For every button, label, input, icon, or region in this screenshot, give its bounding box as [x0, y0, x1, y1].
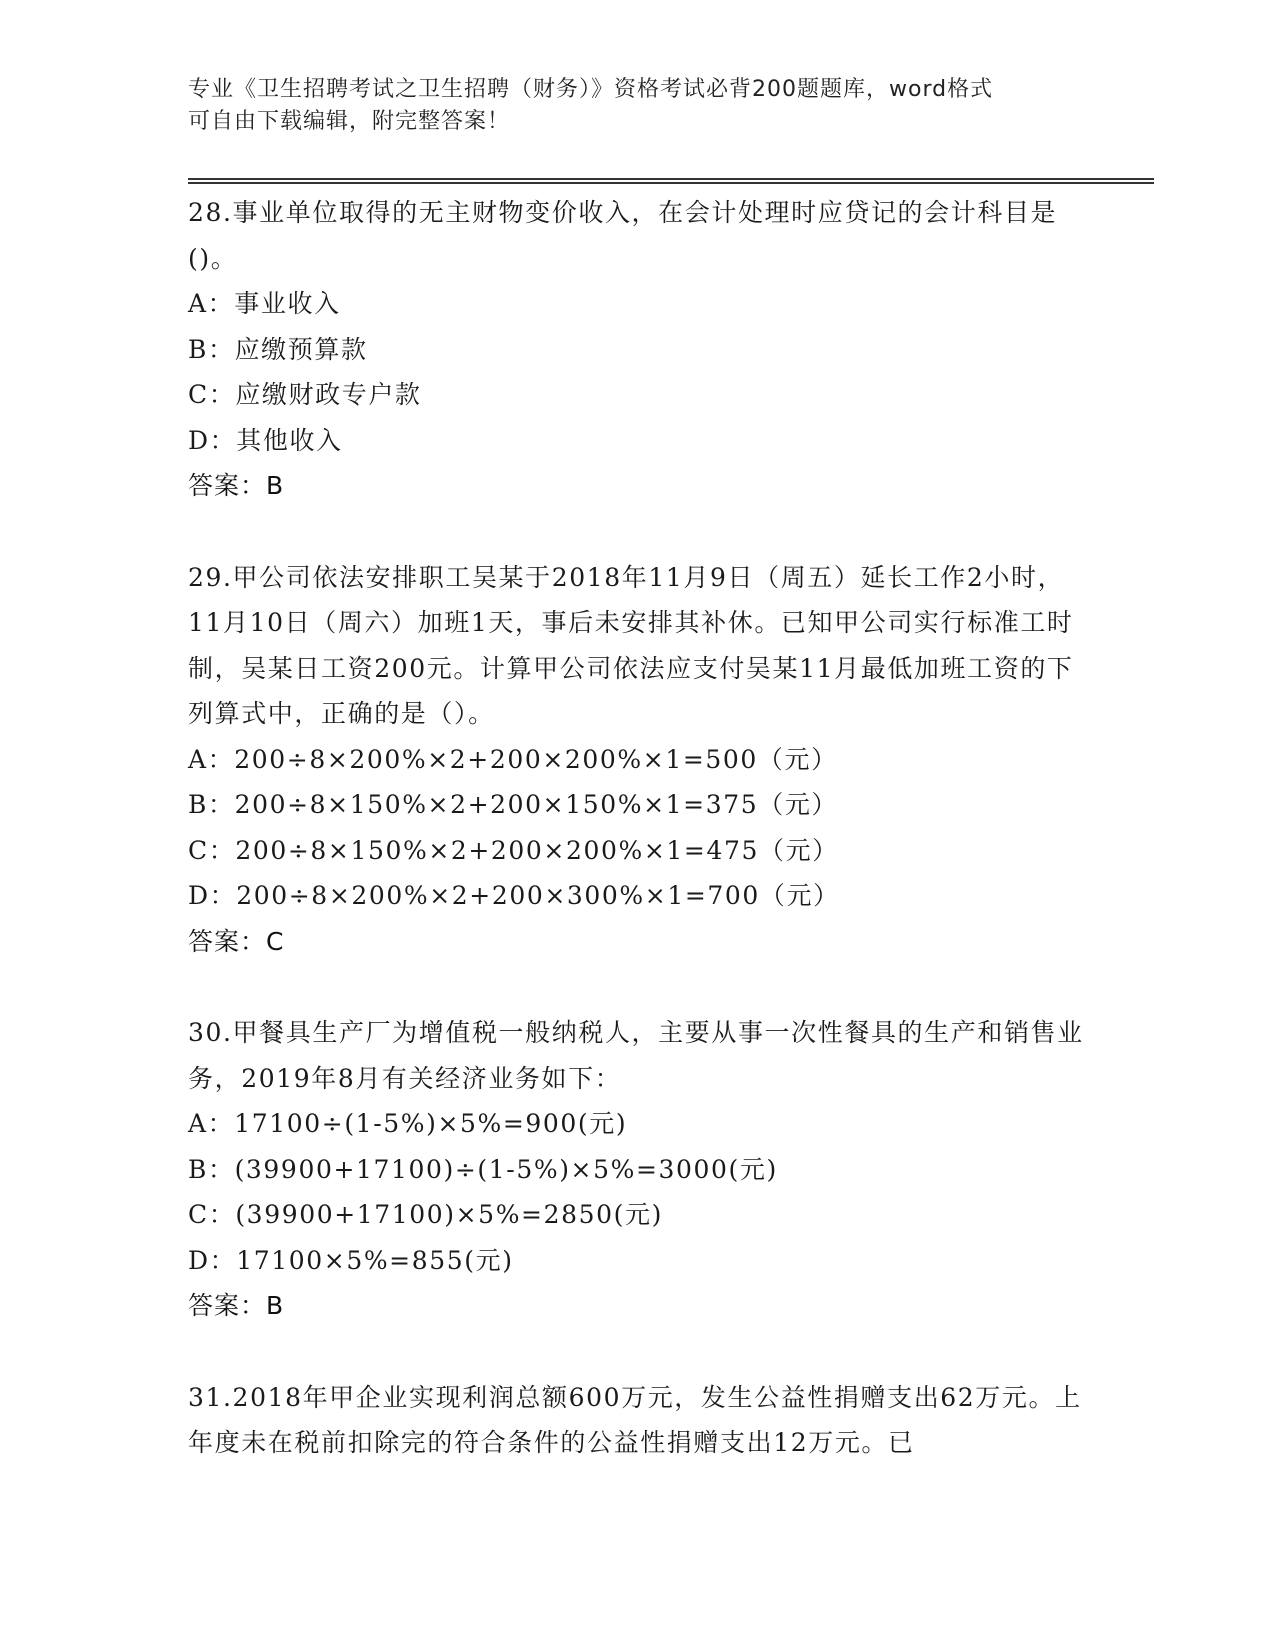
option-d: D：17100×5%=855(元) [188, 1245, 514, 1275]
question-stem: 28.事业单位取得的无主财物变价收入，在会计处理时应贷记的会计科目是()。 [188, 198, 1058, 273]
option-b: B：应缴预算款 [188, 334, 368, 364]
header-line-1: 专业《卫生招聘考试之卫生招聘（财务）》资格考试必背200题题库，word格式 [188, 77, 994, 102]
option-b: B：200÷8×150%×2+200×150%×1=375（元） [188, 790, 839, 819]
option-a: A：17100÷(1-5%)×5%=900(元) [188, 1109, 628, 1138]
header-divider [188, 178, 1154, 184]
question-29 [188, 555, 1088, 965]
answer-label: 答案：B [188, 1291, 285, 1320]
document-header [188, 74, 1088, 138]
option-c: C：应缴财政专户款 [188, 380, 422, 409]
header-line-2: 可自由下载编辑，附完整答案！ [188, 109, 511, 134]
question-stem: 30.甲餐具生产厂为增值税一般纳税人，主要从事一次性餐具的生产和销售业务，2019年8月有关经济业务如下： [188, 1018, 1084, 1093]
option-d: D：200÷8×200%×2+200×300%×1=700（元） [188, 881, 840, 910]
question-30 [188, 1010, 1088, 1329]
option-c: C：(39900+17100)×5%=2850(元) [188, 1200, 663, 1229]
question-28 [188, 190, 1088, 509]
answer-label: 答案：C [188, 926, 285, 956]
option-d: D：其他收入 [188, 425, 343, 455]
option-a: A：200÷8×200%×2+200×200%×1=500（元） [188, 744, 838, 774]
question-list [188, 190, 1088, 1512]
option-c: C：200÷8×150%×2+200×200%×1=475（元） [188, 835, 839, 865]
question-stem: 29.甲公司依法安排职工吴某于2018年11月9日（周五）延长工作2小时，11月10日（周六）加班1天，事后未安排其补休。已知甲公司实行标准工时制，吴某日工资200元。计算甲公司依法应支付吴某11月最低加班工资的下列算式中，正确的是（）。 [188, 562, 1074, 728]
question-31 [188, 1375, 1088, 1466]
question-stem: 31.2018年甲企业实现利润总额600万元，发生公益性捐赠支出62万元。上年度未在税前扣除完的符合条件的公益性捐赠支出12万元。已 [188, 1382, 1082, 1457]
answer-label: 答案：B [188, 471, 285, 500]
option-a: A：事业收入 [188, 289, 341, 318]
option-b: B：(39900+17100)÷(1-5%)×5%=3000(元) [188, 1154, 778, 1184]
